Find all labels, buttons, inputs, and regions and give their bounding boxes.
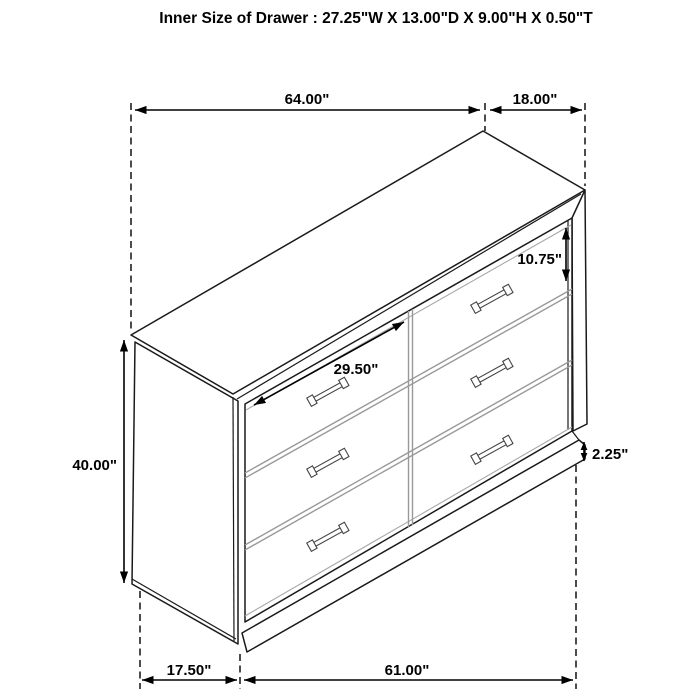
dim-label-overall-height: 40.00" [72,457,117,474]
dresser-right-edge [572,190,587,431]
base-step-line [572,431,579,440]
dim-label-top-width: 64.00" [284,91,330,108]
diagram-title: Inner Size of Drawer : 27.25"W X 13.00"D X 9.00"H X 0.50"T [159,10,593,27]
dim-label-top-depth: 18.00" [512,91,558,108]
dim-label-drawer-width: 29.50" [333,361,379,378]
dim-label-base-height: 2.25" [592,446,629,463]
dim-label-top-drawer-height: 10.75" [517,251,562,268]
dim-label-bottom-depth: 17.50" [166,662,212,679]
dresser-drawing [131,131,587,652]
dim-label-bottom-width: 61.00" [384,662,430,679]
